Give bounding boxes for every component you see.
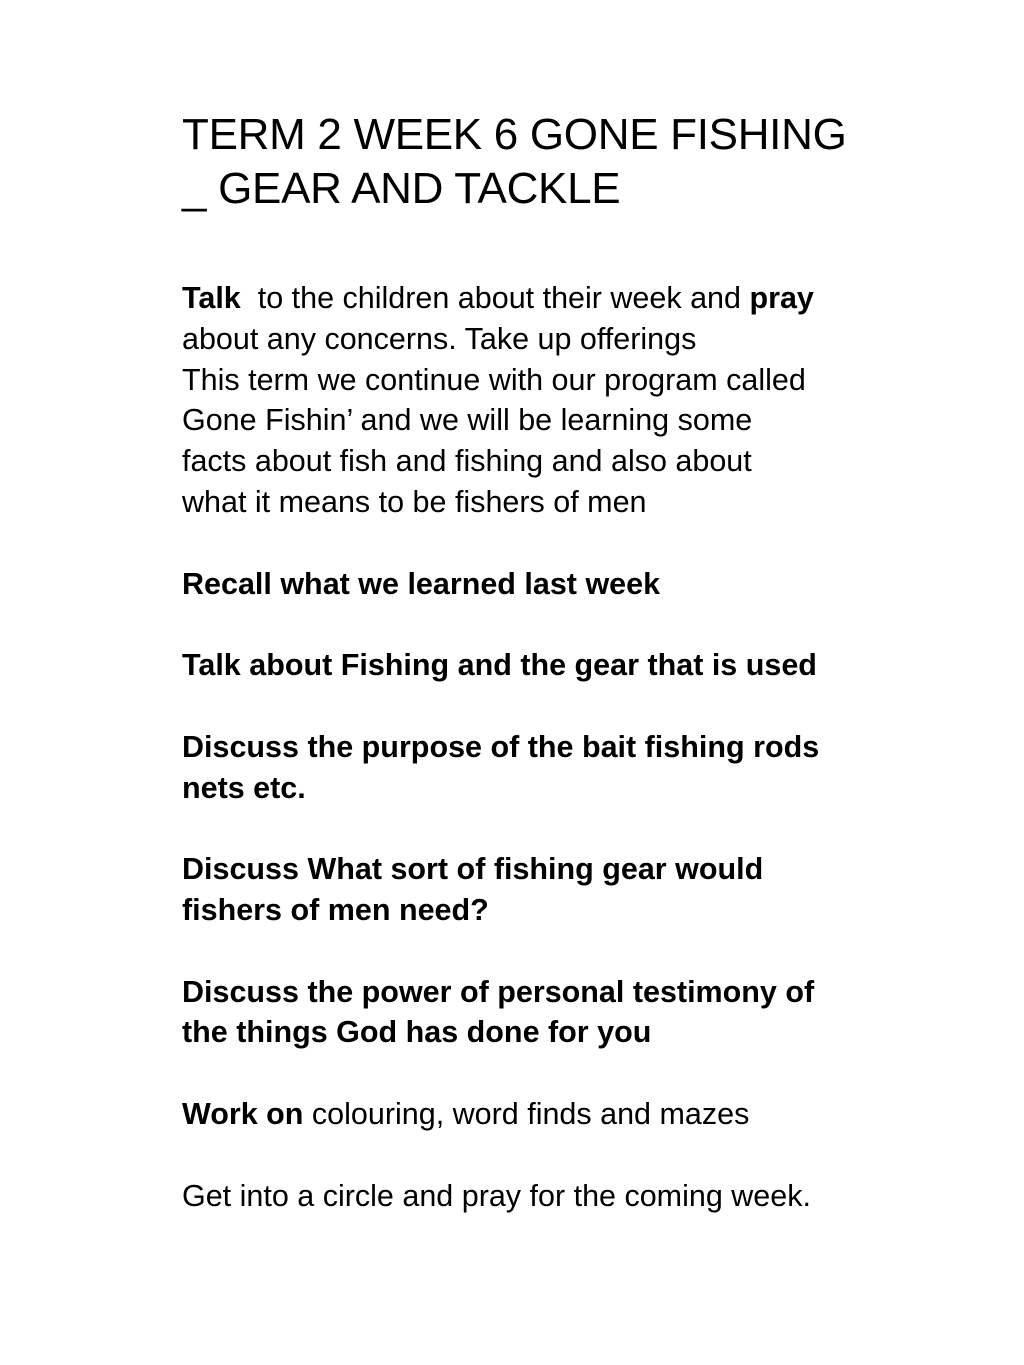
work-on-label: Work on [182,1096,304,1131]
discuss-testimony-line-2: the things God has done for you [182,1015,652,1050]
intro-line-5: facts about fish and fishing and also about [182,444,752,479]
work-on-text: colouring, word finds and mazes [311,1096,750,1131]
recall-instruction: Recall what we learned last week [182,566,661,601]
talk-label: Talk [182,281,241,315]
talk-text: to the children about their week and [257,281,741,315]
intro-paragraph [182,278,942,523]
discuss-bait-instruction [182,727,942,809]
intro-line-3: This term we continue with our program called [182,362,806,397]
pray-label: pray [749,281,814,315]
discuss-bait-line-2: nets etc. [182,770,306,805]
discuss-testimony-instruction [182,972,942,1054]
page-title [182,108,942,216]
discuss-gear-instruction [182,849,942,931]
talk-fishing-instruction: Talk about Fishing and the gear that is used [182,648,817,683]
intro-line-2: about any concerns. Take up offerings [182,321,697,356]
discuss-gear-line-2: fishers of men need? [182,892,489,927]
work-on-instruction [182,1094,942,1135]
intro-line-4: Gone Fishin’ and we will be learning some [182,403,753,438]
discuss-testimony-line-1: Discuss the power of personal testimony of [182,974,815,1009]
intro-line-6: what it means to be fishers of men [182,484,647,519]
document-page [182,108,942,1216]
closing-instruction: Get into a circle and pray for the coming week. [182,1178,811,1213]
discuss-gear-line-1: Discuss What sort of fishing gear would [182,852,764,887]
title-line-2: _ GEAR AND TACKLE [182,164,621,213]
title-line-1: TERM 2 WEEK 6 GONE FISHING [182,110,847,159]
discuss-bait-line-1: Discuss the purpose of the bait fishing rods [182,729,820,764]
